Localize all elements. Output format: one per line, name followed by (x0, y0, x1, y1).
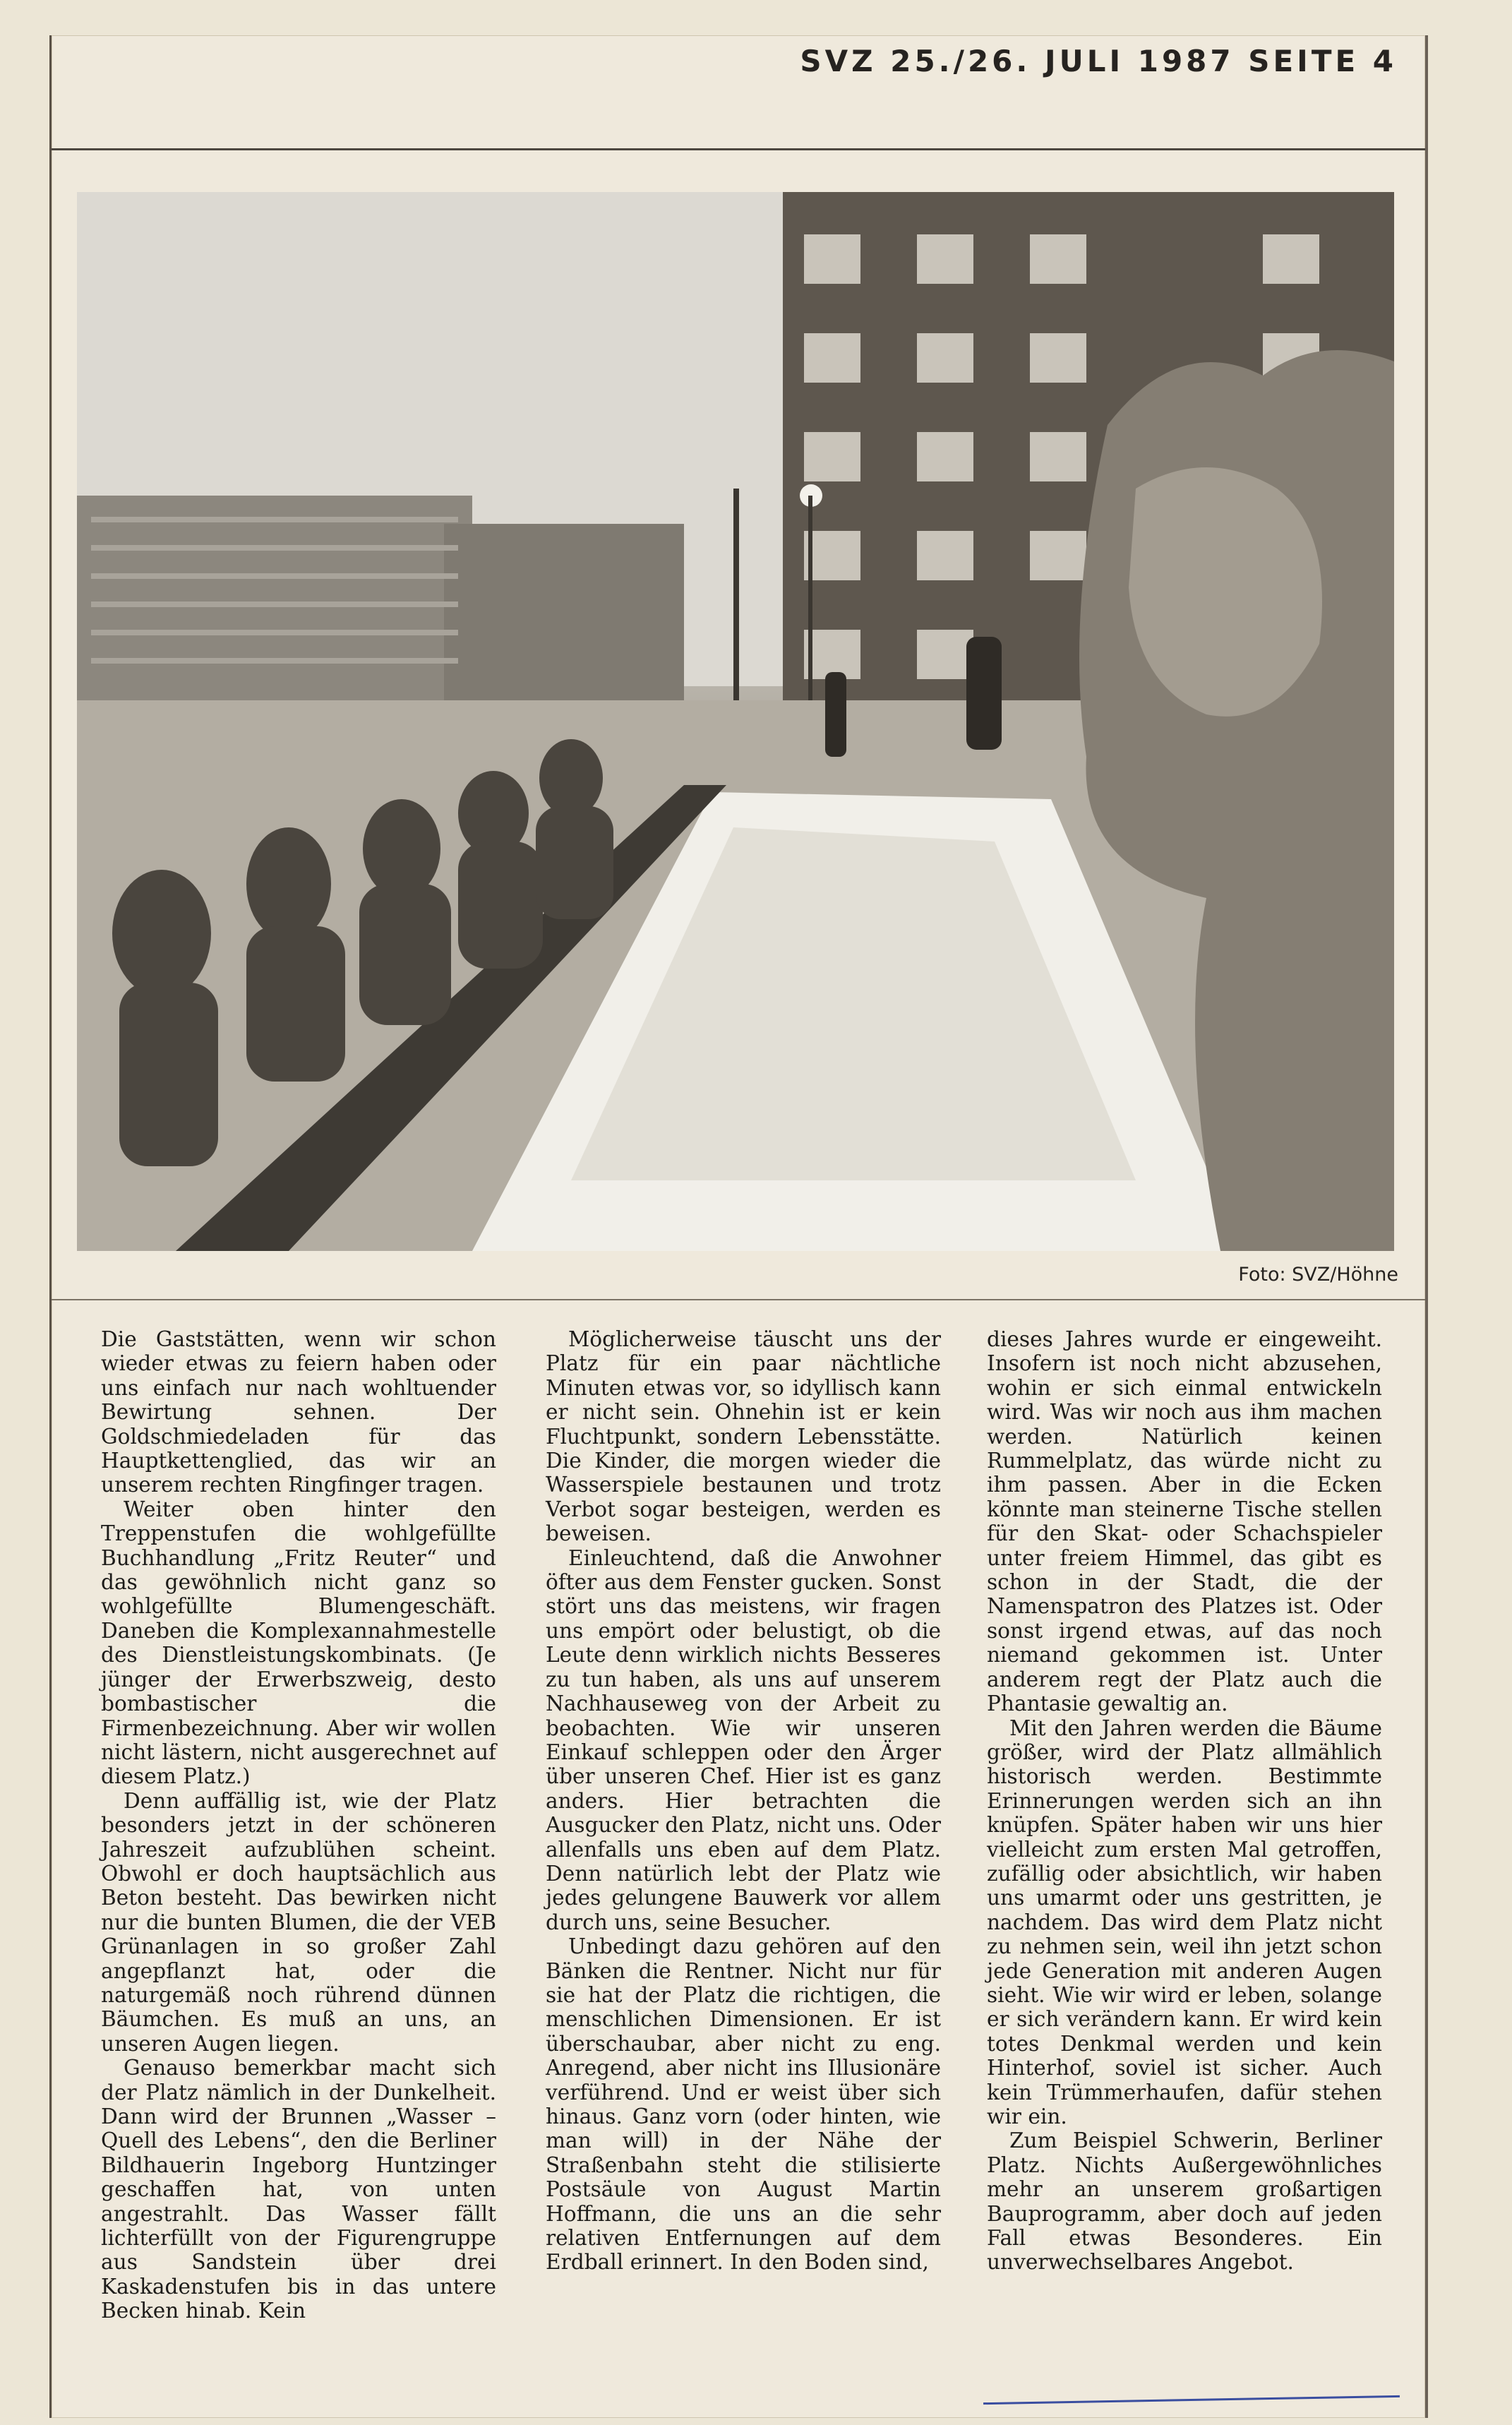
photo-credit: Foto: SVZ/Höhne (1238, 1264, 1398, 1286)
article-column-1 (101, 1327, 496, 2323)
cut-line (52, 1299, 1425, 1300)
paragraph: dieses Jahres wurde er eingeweiht. Insofern ist noch nicht abzusehen, wohin er sich einmal entwickeln wird. Was wir noch aus ihm machen werden. Natürlich keinen Rummelplatz, das würde nicht zu ihm passen. Aber in die Ecken könnte man steinerne Tische stellen für den Skat- oder Schachspieler unter freiem Himmel, das gibt es schon in der Stadt, die der Namenspatron des Platzes ist. Oder sonst irgend etwas, auf das noch niemand gekommen ist. Unter anderem regt der Platz auch die Phantasie gewaltig an. (987, 1327, 1382, 1716)
paragraph: Denn auffällig ist, wie der Platz besonders jetzt in der schöneren Jahreszeit aufzublühen scheint. Obwohl er doch hauptsächlich aus Beton besteht. Das bewirken nicht nur die bunten Blumen, die der VEB Grünanlagen in so großer Zahl angepflanzt hat, oder die naturgemäß noch rührend dünnen Bäumchen. Es muß an uns, an unseren Augen liegen. (101, 1788, 496, 2056)
paragraph: Die Gaststätten, wenn wir schon wieder etwas zu feiern haben oder uns einfach nur nach wohltuender Bewirtung sehnen. Der Goldschmiedeladen für das Hauptkettenglied, das wir an unserem rechten Ringfinger tragen. (101, 1327, 496, 1497)
photo-illustration (77, 192, 1394, 1251)
masthead: SVZ 25./26. JULI 1987 SEITE 4 (800, 44, 1397, 78)
paragraph: Unbedingt dazu gehören auf den Bänken die Rentner. Nicht nur für sie hat der Platz die richtigen, die menschlichen Dimensionen. Er ist überschaubar, aber nicht zu eng. Anregend, aber nicht ins Illusionäre verführend. Und er weist über sich hinaus. Ganz vorn (oder hinten, wie man will) in der Nähe der Straßenbahn steht die stilisierte Postsäule von August Martin Hoffmann, die uns an die sehr relativen Entfernungen auf dem Erdball erinnert. In den Boden sind, (546, 1934, 941, 2275)
article-column-2 (546, 1327, 941, 2275)
paragraph: Mit den Jahren werden die Bäume größer, wird der Platz allmählich historisch werden. Bestimmte Erinnerungen werden sich an ihn knüpfen. Später haben wir uns hier vielleicht zum ersten Mal getroffen, zufällig oder absichtlich, wir haben uns umarmt oder uns gestritten, je nachdem. Das wird dem Platz nicht zu nehmen sein, weil ihn jetzt schon jede Generation mit anderen Augen sieht. Wie wir wird er leben, solange er sich verändern kann. Er wird kein totes Denkmal werden und kein Hinterhof, soviel ist sicher. Auch kein Trümmerhaufen, dafür stehen wir ein. (987, 1716, 1382, 2128)
paragraph: Weiter oben hinter den Treppenstufen die wohlgefüllte Buchhandlung „Fritz Reuter“ und das gewöhnlich nicht ganz so wohlgefüllte Blumengeschäft. Daneben die Komplexannahmestelle des Dienstleistungskombinats. (Je jünger der Erwerbszweig, desto bombastischer die Firmenbezeichnung. Aber wir wollen nicht lästern, nicht ausgerechnet auf diesem Platz.) (101, 1497, 496, 1789)
header-rule (52, 148, 1425, 150)
article-column-3 (987, 1327, 1382, 2275)
paragraph: Zum Beispiel Schwerin, Berliner Platz. Nichts Außergewöhnliches mehr an unserem großartigen Bauprogramm, aber doch auf jeden Fall etwas Besonderes. Ein unverwechselbares Angebot. (987, 2128, 1382, 2275)
paragraph: Einleuchtend, daß die Anwohner öfter aus dem Fenster gucken. Sonst stört uns das meistens, wir fragen uns empört oder belustigt, ob die Leute denn wirklich nichts Besseres zu tun haben, als uns auf unserem Nachhauseweg von der Arbeit zu beobachten. Wie wir unseren Einkauf schleppen oder den Ärger über unseren Chef. Hier ist es ganz anders. Hier betrachten die Ausgucker den Platz, nicht uns. Oder allenfalls uns eben auf dem Platz. Denn natürlich lebt der Platz wie jedes gelungene Bauwerk vor allem durch uns, seine Besucher. (546, 1545, 941, 1934)
newspaper-clipping (49, 35, 1428, 2418)
news-photo (77, 192, 1394, 1251)
pen-underline (983, 2395, 1400, 2405)
paragraph: Genauso bemerkbar macht sich der Platz nämlich in der Dunkelheit. Dann wird der Brunnen „Wasser – Quell des Lebens“, den die Berliner Bildhauerin Ingeborg Huntzinger geschaffen hat, von unten angestrahlt. Das Wasser fällt lichterfüllt von der Figurengruppe aus Sandstein über drei Kaskadenstufen bis in das untere Becken hinab. Kein (101, 2056, 496, 2323)
paragraph: Möglicherweise täuscht uns der Platz für ein paar nächtliche Minuten etwas vor, so idyllisch kann er nicht sein. Ohnehin ist er kein Fluchtpunkt, sondern Lebensstätte. Die Kinder, die morgen wieder die Wasserspiele bestaunen und trotz Verbot sogar besteigen, werden es beweisen. (546, 1327, 941, 1546)
